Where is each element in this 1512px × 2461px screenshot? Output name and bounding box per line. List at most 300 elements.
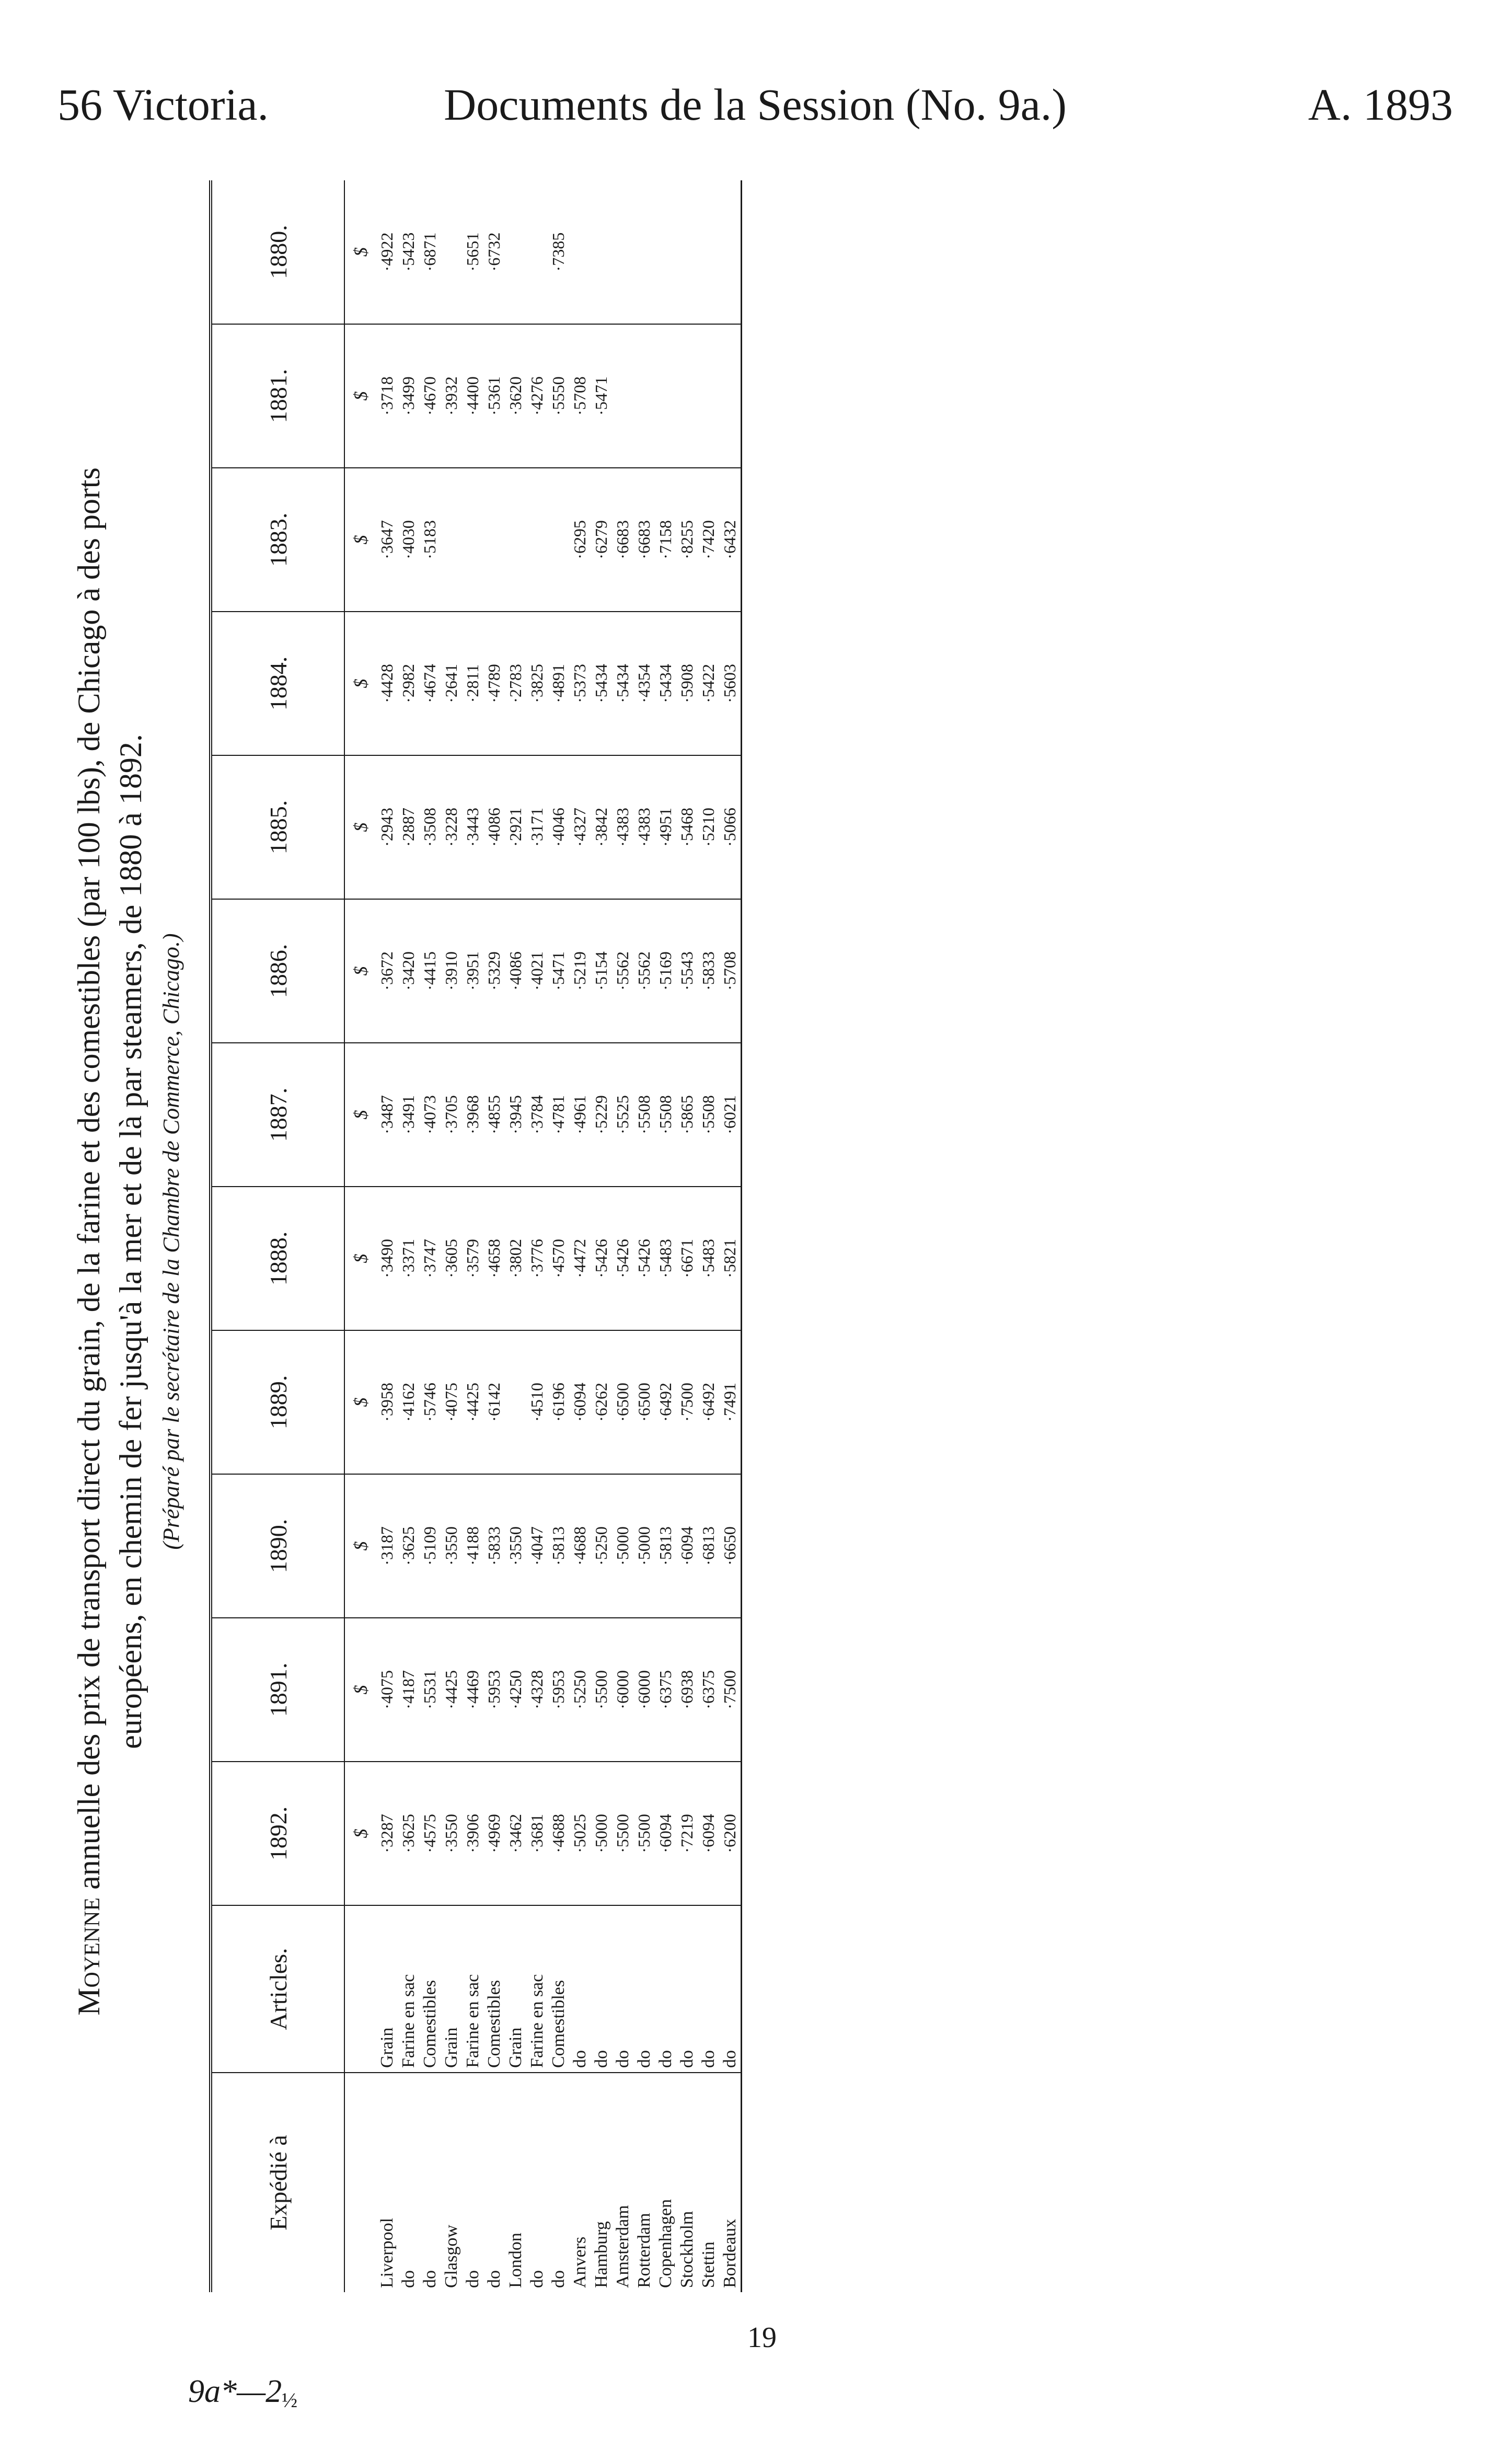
article-cell: do — [612, 1905, 633, 2073]
rate-cell: ·5508 — [698, 1043, 719, 1187]
destination-cell: Hamburg — [592, 2221, 611, 2288]
rate-cell: ·5865 — [676, 1043, 698, 1187]
article-cell: Grain — [376, 1905, 398, 2073]
rate-cell: ·6094 — [569, 1330, 591, 1474]
rate-cell: ·4688 — [548, 1762, 569, 1905]
freight-rates-table — [212, 180, 741, 2292]
rate-cell: ·4400 — [462, 324, 483, 468]
rate-cell: ·4688 — [569, 1474, 591, 1618]
rate-cell — [698, 180, 719, 324]
rate-cell — [612, 324, 633, 468]
table-row — [483, 180, 505, 2292]
header-year-12: 1881. — [212, 324, 344, 468]
rate-cell — [569, 180, 591, 324]
destination-cell: do — [549, 2270, 568, 2288]
rate-cell: ·3705 — [441, 1043, 462, 1187]
rate-cell — [441, 180, 462, 324]
rate-cell — [633, 324, 655, 468]
rate-cell: ·7500 — [719, 1618, 741, 1762]
currency-symbol: $ — [344, 1762, 376, 1905]
rate-cell: ·6871 — [419, 180, 441, 324]
table-row — [526, 180, 548, 2292]
rate-cell: ·4674 — [419, 612, 441, 755]
rate-cell — [591, 180, 612, 324]
rate-cell: ·5550 — [548, 324, 569, 468]
rate-cell: ·2982 — [398, 612, 419, 755]
rate-cell: ·5000 — [633, 1474, 655, 1618]
rate-cell: ·5562 — [633, 899, 655, 1043]
rate-cell: ·4162 — [398, 1330, 419, 1474]
rate-cell — [719, 180, 741, 324]
caption-line-1-rest: annuelle des prix de transport direct du grain, de la farine et des comestibles (par 100 lbs), de Chicago à des ports — [72, 467, 106, 1898]
rate-cell: ·4086 — [505, 899, 526, 1043]
table-row — [548, 180, 569, 2292]
currency-spacer — [344, 2073, 376, 2292]
table-row — [591, 180, 612, 2292]
rate-cell: ·5500 — [612, 1762, 633, 1905]
rate-cell: ·5434 — [612, 612, 633, 755]
table-row — [505, 180, 526, 2292]
rate-cell: ·5423 — [398, 180, 419, 324]
currency-spacer — [344, 1905, 376, 2073]
signature-fraction: ½ — [282, 2388, 298, 2412]
rate-cell — [462, 468, 483, 612]
rate-cell: ·3620 — [505, 324, 526, 468]
rate-cell: ·5329 — [483, 899, 505, 1043]
rate-cell: ·5833 — [698, 899, 719, 1043]
article-cell: do — [591, 1905, 612, 2073]
rate-cell: ·3802 — [505, 1187, 526, 1330]
destination-cell: do — [527, 2270, 547, 2288]
rate-cell: ·5434 — [655, 612, 676, 755]
rate-cell: ·6683 — [633, 468, 655, 612]
rate-cell: ·3910 — [441, 899, 462, 1043]
header-session-year: 56 Victoria. — [57, 79, 269, 130]
header-year: A. 1893 — [1308, 79, 1453, 130]
rate-cell: ·5708 — [719, 899, 741, 1043]
rate-cell: ·4250 — [505, 1618, 526, 1762]
rate-cell: ·5434 — [591, 612, 612, 755]
rate-cell: ·4658 — [483, 1187, 505, 1330]
rate-cell: ·5468 — [676, 755, 698, 899]
rate-cell: ·4075 — [376, 1618, 398, 1762]
currency-symbol: $ — [344, 612, 376, 755]
rate-cell: ·6200 — [719, 1762, 741, 1905]
rate-cell: ·3508 — [419, 755, 441, 899]
rate-cell: ·4047 — [526, 1474, 548, 1618]
rate-cell: ·6500 — [612, 1330, 633, 1474]
rate-cell: ·5813 — [655, 1474, 676, 1618]
rate-cell: ·5833 — [483, 1474, 505, 1618]
article-cell: do — [676, 1905, 698, 2073]
header-year-4: 1890. — [212, 1474, 344, 1618]
rate-cell: ·4383 — [633, 755, 655, 899]
rate-cell: ·5508 — [633, 1043, 655, 1187]
article-cell: Comestibles — [483, 1905, 505, 2073]
destination-cell: Amsterdam — [613, 2205, 632, 2288]
rate-cell: ·6375 — [655, 1618, 676, 1762]
rate-cell: ·4046 — [548, 755, 569, 899]
rate-cell: ·6094 — [698, 1762, 719, 1905]
header-year-9: 1885. — [212, 755, 344, 899]
rate-cell: ·6094 — [655, 1762, 676, 1905]
rate-cell — [676, 180, 698, 324]
rate-cell: ·5953 — [548, 1618, 569, 1762]
article-cell: do — [569, 1905, 591, 2073]
article-cell: Grain — [441, 1905, 462, 2073]
rate-cell: ·6000 — [612, 1618, 633, 1762]
rate-cell: ·7491 — [719, 1330, 741, 1474]
rate-cell: ·6650 — [719, 1474, 741, 1618]
rate-cell: ·4469 — [462, 1618, 483, 1762]
rate-cell: ·4276 — [526, 324, 548, 468]
article-cell: Farine en sac — [398, 1905, 419, 2073]
rate-cell — [505, 180, 526, 324]
header-articles: Articles. — [212, 1905, 344, 2073]
rate-cell: ·3491 — [398, 1043, 419, 1187]
rate-cell: ·6262 — [591, 1330, 612, 1474]
table-row — [569, 180, 591, 2292]
rate-cell: ·3945 — [505, 1043, 526, 1187]
header-year-3: 1891. — [212, 1618, 344, 1762]
rate-cell: ·5562 — [612, 899, 633, 1043]
rate-cell — [676, 324, 698, 468]
destination-cell: Rotterdam — [634, 2213, 654, 2288]
table-body — [344, 180, 741, 2292]
rate-cell: ·3490 — [376, 1187, 398, 1330]
rate-cell: ·4510 — [526, 1330, 548, 1474]
rate-cell: ·3462 — [505, 1762, 526, 1905]
header-year-6: 1888. — [212, 1187, 344, 1330]
rate-cell — [526, 468, 548, 612]
rate-cell: ·5219 — [569, 899, 591, 1043]
rate-cell: ·3784 — [526, 1043, 548, 1187]
rate-cell: ·4575 — [419, 1762, 441, 1905]
header-document-title: Documents de la Session (No. 9a.) — [444, 79, 1067, 130]
rate-cell: ·4415 — [419, 899, 441, 1043]
rate-cell: ·3906 — [462, 1762, 483, 1905]
rate-cell: ·5500 — [633, 1762, 655, 1905]
currency-symbol: $ — [344, 1330, 376, 1474]
rate-cell: ·5066 — [719, 755, 741, 899]
rate-cell: ·5229 — [591, 1043, 612, 1187]
header-year-10: 1884. — [212, 612, 344, 755]
rate-cell: ·5953 — [483, 1618, 505, 1762]
table-header-row — [212, 180, 344, 2292]
rate-cell: ·3550 — [505, 1474, 526, 1618]
currency-symbol: $ — [344, 899, 376, 1043]
rate-cell: ·5426 — [612, 1187, 633, 1330]
rate-cell: ·5154 — [591, 899, 612, 1043]
rate-cell: ·6094 — [676, 1474, 698, 1618]
rate-cell — [505, 1330, 526, 1474]
rate-cell — [719, 324, 741, 468]
rate-cell: ·2811 — [462, 612, 483, 755]
rate-cell: ·7158 — [655, 468, 676, 612]
article-cell: do — [698, 1905, 719, 2073]
rate-cell: ·5169 — [655, 899, 676, 1043]
rate-cell — [612, 180, 633, 324]
rate-cell: ·3171 — [526, 755, 548, 899]
rate-cell — [526, 180, 548, 324]
table-row — [676, 180, 698, 2292]
rate-cell — [655, 180, 676, 324]
caption-line-1 — [68, 144, 110, 2339]
rate-cell: ·2783 — [505, 612, 526, 755]
rate-cell: ·5525 — [612, 1043, 633, 1187]
rate-cell: ·5483 — [655, 1187, 676, 1330]
article-cell: do — [633, 1905, 655, 2073]
signature-text: 9a*—2 — [188, 2374, 282, 2409]
rate-cell: ·5471 — [591, 324, 612, 468]
table-row — [462, 180, 483, 2292]
table-row — [376, 180, 398, 2292]
rate-cell: ·3499 — [398, 324, 419, 468]
rate-cell: ·3371 — [398, 1187, 419, 1330]
rate-cell: ·3825 — [526, 612, 548, 755]
rate-cell — [548, 468, 569, 612]
destination-cell: Bordeaux — [720, 2218, 740, 2288]
rate-cell: ·6279 — [591, 468, 612, 612]
rate-cell: ·6295 — [569, 468, 591, 612]
rate-cell: ·5500 — [591, 1618, 612, 1762]
rate-cell: ·5813 — [548, 1474, 569, 1618]
rate-cell: ·4472 — [569, 1187, 591, 1330]
rate-cell: ·4951 — [655, 755, 676, 899]
destination-cell: do — [420, 2270, 440, 2288]
article-cell: Grain — [505, 1905, 526, 2073]
rate-cell: ·5183 — [419, 468, 441, 612]
rate-cell: ·7500 — [676, 1330, 698, 1474]
rate-cell: ·3647 — [376, 468, 398, 612]
rate-cell: ·3776 — [526, 1187, 548, 1330]
rate-cell: ·5000 — [612, 1474, 633, 1618]
rate-cell: ·4073 — [419, 1043, 441, 1187]
rate-cell: ·3443 — [462, 755, 483, 899]
printer-signature — [188, 2373, 297, 2412]
currency-symbol: $ — [344, 1043, 376, 1187]
rate-cell: ·5708 — [569, 324, 591, 468]
destination-cell: Copenhagen — [656, 2199, 675, 2288]
rate-cell: ·6492 — [655, 1330, 676, 1474]
rate-cell: ·5210 — [698, 755, 719, 899]
page-number: 19 — [747, 2321, 777, 2354]
rate-cell — [698, 324, 719, 468]
table-row — [633, 180, 655, 2292]
destination-cell: Stockholm — [677, 2211, 697, 2288]
rate-cell: ·3487 — [376, 1043, 398, 1187]
rate-cell: ·2943 — [376, 755, 398, 899]
rate-cell: ·5000 — [591, 1762, 612, 1905]
header-year-13: 1880. — [212, 180, 344, 324]
rate-cell: ·5908 — [676, 612, 698, 755]
rate-cell: ·3958 — [376, 1330, 398, 1474]
rate-cell: ·4670 — [419, 324, 441, 468]
rate-cell: ·5109 — [419, 1474, 441, 1618]
header-year-7: 1887. — [212, 1043, 344, 1187]
rate-cell: ·3681 — [526, 1762, 548, 1905]
rate-cell: ·4021 — [526, 899, 548, 1043]
rate-cell: ·5531 — [419, 1618, 441, 1762]
rate-cell: ·3672 — [376, 899, 398, 1043]
article-cell: Farine en sac — [462, 1905, 483, 2073]
rate-cell: ·4855 — [483, 1043, 505, 1187]
article-cell: Comestibles — [548, 1905, 569, 2073]
rate-cell: ·5821 — [719, 1187, 741, 1330]
destination-cell: Anvers — [570, 2236, 590, 2288]
rate-cell: ·4086 — [483, 755, 505, 899]
rate-cell: ·4328 — [526, 1618, 548, 1762]
table-row — [719, 180, 741, 2292]
rate-cell: ·3550 — [441, 1762, 462, 1905]
rate-cell: ·3287 — [376, 1762, 398, 1905]
rate-cell: ·4187 — [398, 1618, 419, 1762]
rate-cell: ·4922 — [376, 180, 398, 324]
currency-row — [344, 180, 376, 2292]
rate-cell: ·3951 — [462, 899, 483, 1043]
rate-cell: ·6732 — [483, 180, 505, 324]
rate-cell: ·3842 — [591, 755, 612, 899]
rate-cell: ·3718 — [376, 324, 398, 468]
currency-symbol: $ — [344, 1187, 376, 1330]
currency-symbol: $ — [344, 180, 376, 324]
rate-cell: ·4425 — [441, 1618, 462, 1762]
rate-cell: ·5361 — [483, 324, 505, 468]
rate-cell — [505, 468, 526, 612]
rate-cell: ·3625 — [398, 1474, 419, 1618]
header-year-8: 1886. — [212, 899, 344, 1043]
destination-cell: Liverpool — [377, 2217, 397, 2288]
rate-cell: ·6492 — [698, 1330, 719, 1474]
currency-symbol: $ — [344, 1618, 376, 1762]
article-cell: Farine en sac — [526, 1905, 548, 2073]
header-year-2: 1892. — [212, 1762, 344, 1905]
rate-cell: ·7420 — [698, 468, 719, 612]
rate-cell: ·7219 — [676, 1762, 698, 1905]
page-header — [57, 78, 1453, 141]
rate-cell: ·5483 — [698, 1187, 719, 1330]
destination-cell: do — [399, 2270, 418, 2288]
rate-cell: ·3187 — [376, 1474, 398, 1618]
header-year-11: 1883. — [212, 468, 344, 612]
rate-cell: ·7385 — [548, 180, 569, 324]
rate-cell: ·6813 — [698, 1474, 719, 1618]
rate-cell: ·4961 — [569, 1043, 591, 1187]
header-destination: Expédié à — [212, 2073, 344, 2292]
rate-cell: ·4327 — [569, 755, 591, 899]
caption-line-2: européens, en chemin de fer jusqu'à la mer et de là par steamers, de 1880 à 1892. — [113, 734, 148, 1749]
rate-cell: ·4075 — [441, 1330, 462, 1474]
rate-cell: ·8255 — [676, 468, 698, 612]
caption-source-note: (Préparé par le secrétaire de la Chambre de Commerce, Chicago.) — [158, 933, 184, 1550]
header-year-5: 1889. — [212, 1330, 344, 1474]
rate-cell: ·3747 — [419, 1187, 441, 1330]
rate-cell: ·3605 — [441, 1187, 462, 1330]
rate-cell: ·5025 — [569, 1762, 591, 1905]
rate-cell: ·3579 — [462, 1187, 483, 1330]
rate-cell: ·4969 — [483, 1762, 505, 1905]
table-row — [441, 180, 462, 2292]
rate-cell: ·6196 — [548, 1330, 569, 1474]
rate-cell: ·4781 — [548, 1043, 569, 1187]
table-row — [398, 180, 419, 2292]
article-cell: do — [719, 1905, 741, 2073]
rate-cell: ·6500 — [633, 1330, 655, 1474]
rotated-table-page — [68, 144, 915, 2339]
rate-cell: ·5746 — [419, 1330, 441, 1474]
rate-cell: ·2887 — [398, 755, 419, 899]
rate-cell: ·6000 — [633, 1618, 655, 1762]
rate-cell: ·5373 — [569, 612, 591, 755]
rate-cell: ·6375 — [698, 1618, 719, 1762]
rate-cell: ·5422 — [698, 612, 719, 755]
table-row — [419, 180, 441, 2292]
rate-cell: ·5426 — [591, 1187, 612, 1330]
rate-cell: ·3228 — [441, 755, 462, 899]
rate-cell: ·4570 — [548, 1187, 569, 1330]
rate-cell: ·3932 — [441, 324, 462, 468]
rate-cell: ·5651 — [462, 180, 483, 324]
rate-cell — [483, 468, 505, 612]
destination-cell: do — [463, 2270, 482, 2288]
rate-cell: ·5250 — [591, 1474, 612, 1618]
rate-cell: ·4891 — [548, 612, 569, 755]
currency-symbol: $ — [344, 1474, 376, 1618]
rate-cell: ·6142 — [483, 1330, 505, 1474]
rate-cell: ·6671 — [676, 1187, 698, 1330]
table-row — [612, 180, 633, 2292]
rate-cell: ·6683 — [612, 468, 633, 612]
rate-cell: ·3625 — [398, 1762, 419, 1905]
rate-cell: ·5250 — [569, 1618, 591, 1762]
currency-symbol: $ — [344, 324, 376, 468]
rate-cell: ·5508 — [655, 1043, 676, 1187]
destination-cell: Glasgow — [442, 2225, 461, 2288]
rate-cell: ·5471 — [548, 899, 569, 1043]
currency-symbol: $ — [344, 755, 376, 899]
rate-cell: ·3420 — [398, 899, 419, 1043]
rate-cell — [655, 324, 676, 468]
destination-cell: London — [506, 2233, 525, 2288]
caption-lead-word: Moyenne — [72, 1897, 106, 2016]
rate-cell: ·3550 — [441, 1474, 462, 1618]
rate-cell: ·6432 — [719, 468, 741, 612]
rate-cell: ·2641 — [441, 612, 462, 755]
rate-cell: ·2921 — [505, 755, 526, 899]
rate-cell: ·4354 — [633, 612, 655, 755]
destination-cell: do — [484, 2270, 504, 2288]
currency-symbol: $ — [344, 468, 376, 612]
rate-cell: ·4188 — [462, 1474, 483, 1618]
rate-cell: ·5543 — [676, 899, 698, 1043]
destination-cell: Stettin — [699, 2241, 718, 2288]
rate-cell — [441, 468, 462, 612]
rate-cell: ·4030 — [398, 468, 419, 612]
rate-cell: ·4425 — [462, 1330, 483, 1474]
rate-cell: ·6938 — [676, 1618, 698, 1762]
rate-cell — [633, 180, 655, 324]
table-row — [698, 180, 719, 2292]
rate-cell: ·5426 — [633, 1187, 655, 1330]
rate-cell: ·4383 — [612, 755, 633, 899]
rate-cell: ·4789 — [483, 612, 505, 755]
article-cell: Comestibles — [419, 1905, 441, 2073]
rate-cell: ·5603 — [719, 612, 741, 755]
table-row — [655, 180, 676, 2292]
rate-cell: ·6021 — [719, 1043, 741, 1187]
article-cell: do — [655, 1905, 676, 2073]
rate-cell: ·3968 — [462, 1043, 483, 1187]
